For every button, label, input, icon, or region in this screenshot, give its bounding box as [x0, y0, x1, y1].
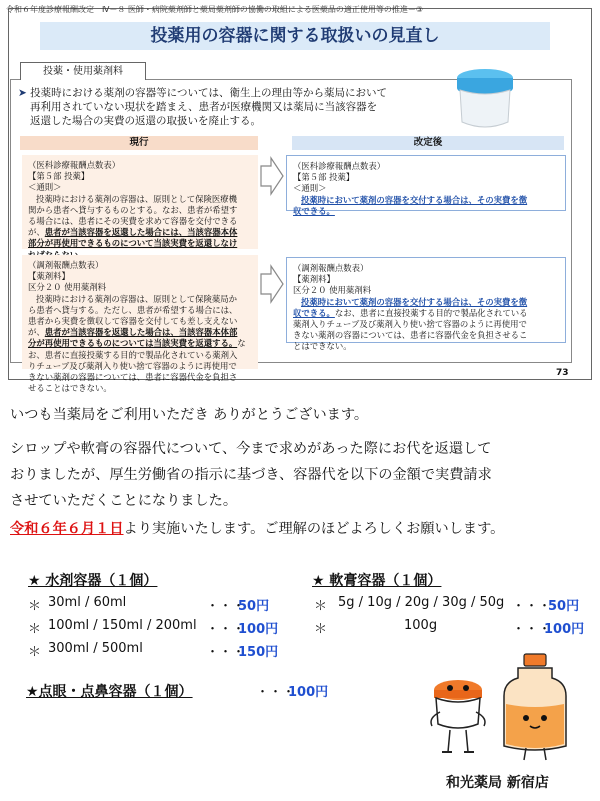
- slide-title: 投薬用の容器に関する取扱いの見直し: [40, 22, 550, 50]
- ointment-container-title: ★ 軟膏容器（１個）: [312, 573, 442, 589]
- price-row-price: 50円: [548, 599, 580, 614]
- price-row-dots: ・・・: [512, 599, 552, 614]
- box-line: なお、患者に直接投薬する目的で製品化されている: [334, 307, 528, 318]
- price-row-mark: ＊: [314, 599, 328, 614]
- price-row-price: 100円: [288, 685, 329, 700]
- summary-text: [18, 86, 438, 128]
- chevron-right-icon: [259, 264, 285, 304]
- price-row-mark: ＊: [28, 599, 42, 614]
- box-line-emphasis: 分が再使用できるものについては当該実費を返還する。: [28, 338, 238, 349]
- box-line: な: [237, 338, 246, 349]
- notice-line: シロップや軟膏の容器代について、今まで求めがあった際にお代を返還して: [10, 441, 492, 457]
- chevron-right-icon: [259, 156, 285, 196]
- price-row-size: 5g / 10g / 20g / 30g / 50g: [338, 595, 505, 610]
- syrup-bottle-character-icon: [504, 654, 566, 760]
- box-line: とはできない。: [293, 341, 352, 352]
- effective-date-line: [10, 517, 504, 541]
- price-row-size: 100ml / 150ml / 200ml: [48, 618, 197, 633]
- box-line: きない薬剤の容器については、患者に容器代金を負担させるこ: [293, 330, 528, 341]
- box-line: が、: [28, 327, 45, 338]
- pharmacy-name: 和光薬局 新宿店: [446, 775, 549, 791]
- liquid-container-title: ★ 水剤容器（１個）: [28, 573, 158, 589]
- box-line: る場合には、患者にその実費を求めて容器を交付できる: [28, 216, 238, 227]
- box-line: （医科診療報酬点数表）: [293, 161, 386, 171]
- ointment-character-icon: [431, 680, 485, 752]
- price-row-price: 50円: [238, 599, 270, 614]
- price-row-size: 30ml / 60ml: [48, 595, 127, 610]
- notice-line: より実施いたします。ご理解のほどよろしくお願いします。: [123, 521, 505, 537]
- box-line: せることはできない。: [28, 383, 112, 394]
- before-column-header: 現行: [20, 136, 258, 150]
- box-line-emphasis: 収できる。: [293, 205, 335, 216]
- price-row-price: 100円: [544, 622, 585, 637]
- box-line: 患者から実費を徴収して容器を交付しても差し支えない: [28, 316, 238, 327]
- notice-line: させていただくことになりました。: [10, 493, 238, 509]
- box-line: 【薬剤料】: [28, 271, 70, 282]
- box-line: （調剤報酬点数表）: [293, 263, 369, 273]
- box-line-emphasis: 投薬時において薬剤の容器を交付する場合は、その実費を徴: [301, 194, 528, 205]
- box-line-emphasis: 患者が当該容器を返還した場合には、当該容器本体: [44, 227, 238, 238]
- after-dispensing-box: [286, 257, 566, 352]
- price-row-dots: ・・・: [256, 685, 296, 700]
- drops-container-title: ★点眼・点鼻容器（１個）: [26, 684, 193, 700]
- after-column-header: 改定後: [292, 136, 564, 150]
- before-medical-box: [22, 155, 258, 249]
- box-line: 投薬時における薬剤の容器は、原則として保険医療機: [36, 193, 237, 204]
- box-line: （調剤報酬点数表）: [28, 260, 104, 270]
- box-line: 【第５部 投薬】: [28, 171, 90, 182]
- box-line: ＜通則＞: [28, 182, 62, 193]
- box-line-emphasis: 部分が再使用できるものについて当該実費を返還しなけ: [28, 238, 238, 249]
- box-line: 薬剤入りチューブ及び薬剤入り使い捨て容器のように再使用で: [293, 319, 527, 330]
- summary-line: 再利用されていない現状を踏まえ、患者が医療機関又は薬局に当該容器を: [30, 101, 378, 113]
- price-row-dots: ・・・: [206, 599, 246, 614]
- price-row-dots: ・・・: [206, 622, 246, 637]
- box-line: 区分２０ 使用薬剤料: [28, 282, 107, 293]
- category-tag: 投薬・使用薬剤料: [20, 62, 146, 80]
- summary-line: 投薬時における薬剤の容器等については、衛生上の理由等から薬局において: [30, 87, 387, 99]
- ointment-jar-icon: [452, 64, 518, 132]
- box-line: 関から患者へ貸与するものとする。なお、患者が希望す: [28, 204, 238, 215]
- slide-page-number: 73: [556, 368, 569, 378]
- box-line: 【薬剤料】: [293, 274, 335, 285]
- price-row-dots: ・・・: [512, 622, 552, 637]
- box-line: が、: [28, 227, 45, 238]
- box-line-emphasis: 患者が当該容器を返還した場合は、当該容器本体部: [44, 327, 238, 338]
- box-line-emphasis: 投薬時において薬剤の容器を交付する場合は、その実費を徴: [301, 296, 528, 307]
- box-line: 【第５部 投薬】: [293, 172, 355, 183]
- after-medical-box: [286, 155, 566, 216]
- price-row-size: 300ml / 500ml: [48, 641, 143, 656]
- box-line: お、患者に直接投薬する目的で製品化されている薬剤入: [28, 349, 238, 360]
- price-row-price: 100円: [238, 622, 279, 637]
- price-row-size: 100g: [404, 618, 438, 633]
- price-row-price: 150円: [238, 645, 279, 660]
- notice-line: おりましたが、厚生労働省の指示に基づき、容器代を以下の金額で実費請求: [10, 467, 492, 483]
- box-line: （医科診療報酬点数表）: [28, 160, 121, 170]
- price-row-dots: ・・・: [206, 645, 246, 660]
- box-line: ら患者へ貸与する。ただし、患者が希望する場合には、: [28, 304, 238, 315]
- greeting-line: いつも当薬局をご利用いただき ありがとうございます。: [10, 407, 369, 423]
- box-line: ＜通則＞: [293, 183, 327, 194]
- effective-date: 令和６年６月１日: [10, 521, 124, 537]
- arrow-bullet-icon: ➤: [18, 87, 27, 99]
- box-line: 投薬時における薬剤の容器は、原則として保険薬局か: [36, 293, 237, 304]
- containers-illustration: [426, 652, 594, 764]
- box-line: りチューブ及び薬剤入り使い捨て容器のように再使用で: [28, 360, 237, 371]
- price-row-mark: ＊: [28, 645, 42, 660]
- price-row-mark: ＊: [28, 622, 42, 637]
- summary-line: 返還した場合の実費の返還の取扱いを廃止する。: [30, 115, 261, 127]
- slide-header: 令和６年度診療報酬改定 Ⅳ－８ 医師・病院薬剤師と薬局薬剤師の協働の取組による医薬品の適正使用等の推進－③: [6, 5, 424, 14]
- box-line: きない薬剤の容器については、患者に容器代金を負担さ: [28, 372, 238, 383]
- box-line-emphasis: 収できる。: [293, 307, 335, 318]
- before-dispensing-box: [22, 255, 258, 394]
- box-line: 区分２０ 使用薬剤料: [293, 285, 372, 296]
- price-row-mark: ＊: [314, 622, 328, 637]
